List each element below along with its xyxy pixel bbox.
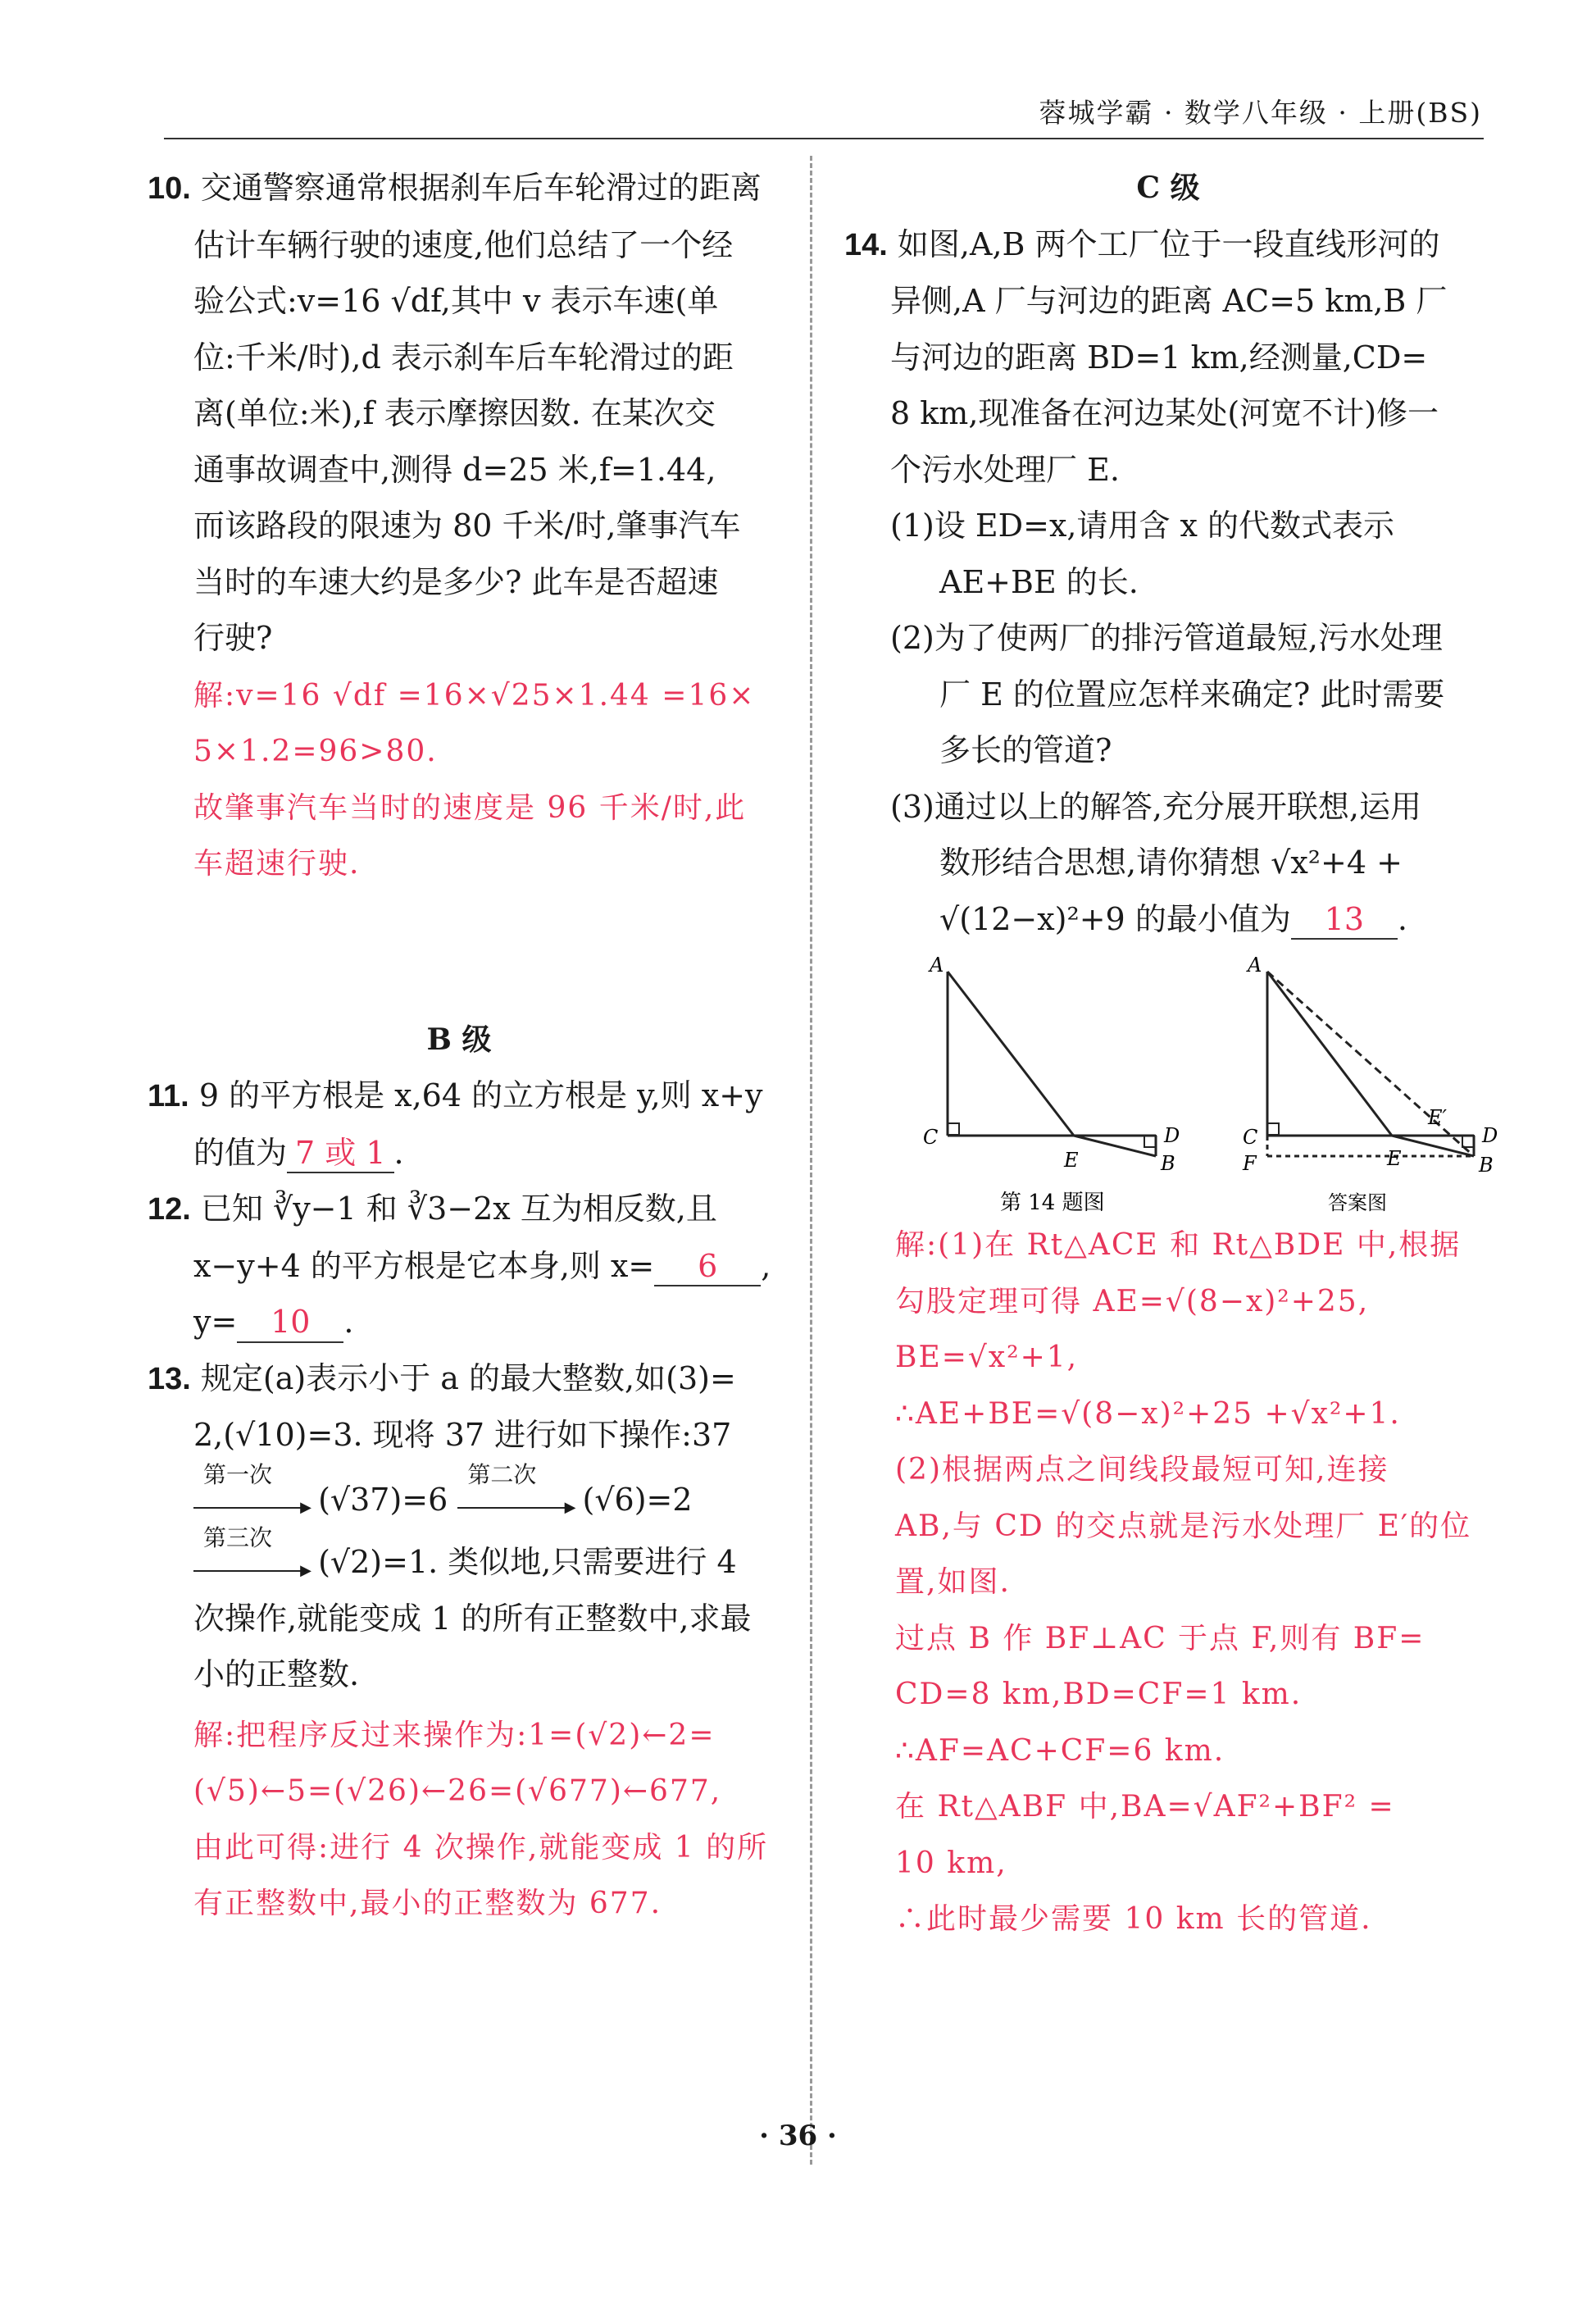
question-11 <box>148 1068 771 1181</box>
question-text: 行驶? <box>193 620 273 656</box>
question-text: 验公式:v=16 √df,其中 v 表示车速(单 <box>193 283 719 319</box>
column-divider <box>810 156 812 2165</box>
answer-10 <box>148 668 771 893</box>
answer-line: 解:把程序反过来操作为:1=(√2)←2= <box>193 1718 716 1752</box>
right-column <box>844 160 1498 1948</box>
question-text: 规定(a)表示小于 a 的最大整数,如(3)= <box>200 1359 736 1396</box>
figure-caption: 答案图 <box>1328 1191 1387 1214</box>
answer-line: 车超速行驶. <box>193 847 361 881</box>
question-text: (3)通过以上的解答,充分展开联想,运用 <box>890 788 1421 825</box>
fig-label-c: C <box>1243 1126 1258 1149</box>
answer-line: ∴此时最少需要 10 km 长的管道. <box>895 1902 1372 1936</box>
answer-blank: 6 <box>654 1248 761 1287</box>
answer-line: 置,如图. <box>895 1565 1011 1599</box>
arrow-label: 第三次 <box>203 1523 273 1551</box>
level-b-heading: B 级 <box>426 1022 492 1057</box>
header-rule <box>164 138 1484 139</box>
question-12 <box>148 1181 771 1350</box>
answer-line: 勾股定理可得 AE=√(8−x)²+25, <box>895 1284 1370 1318</box>
answer-blank: 13 <box>1291 901 1398 940</box>
question-text: 异侧,A 厂与河边的距离 AC=5 km,B 厂 <box>890 283 1448 319</box>
answer-line: 由此可得:进行 4 次操作,就能变成 1 的所 <box>193 1830 769 1865</box>
answer-line: BE=√x²+1, <box>895 1341 1079 1374</box>
running-header: 蓉城学霸 · 数学八年级 · 上册(BS) <box>1039 97 1482 129</box>
question-text: AE+BE 的长. <box>939 563 1139 600</box>
answer-line: 有正整数中,最小的正整数为 677. <box>193 1887 662 1920</box>
question-text: 数形结合思想,请你猜想 √x²+4 + <box>939 845 1403 881</box>
question-text: y= <box>193 1304 238 1340</box>
answer-line: 5×1.2=96>80. <box>193 735 438 768</box>
question-text: 次操作,就能变成 1 的所有正整数中,求最 <box>193 1600 752 1637</box>
question-text: 小的正整数. <box>193 1656 360 1692</box>
question-text: (√37)=6 <box>318 1481 448 1518</box>
question-text: 与河边的距离 BD=1 km,经测量,CD= <box>890 339 1428 376</box>
question-text: x−y+4 的平方根是它本身,则 x= <box>193 1247 655 1284</box>
answer-line: 10 km, <box>895 1846 1007 1880</box>
answer-blank: 10 <box>237 1304 343 1343</box>
level-c-heading: C 级 <box>1136 171 1200 205</box>
question-text: 2,(√10)=3. 现将 37 进行如下操作:37 <box>193 1417 732 1453</box>
operation-arrow: 第二次 ▶ <box>457 1486 572 1519</box>
figure-question-14 <box>893 955 1189 1218</box>
page-number: · 36 · <box>759 2120 837 2152</box>
question-text: 9 的平方根是 x,64 的立方根是 y,则 x+y <box>198 1077 763 1113</box>
question-text: (√2)=1. 类似地,只需要进行 4 <box>318 1544 737 1580</box>
operation-arrow: 第一次 ▶ <box>193 1486 308 1519</box>
fig-label-c: C <box>923 1126 939 1149</box>
question-14 <box>844 216 1498 1948</box>
question-13 <box>148 1350 771 1933</box>
question-text: 8 km,现准备在河边某处(河宽不计)修一 <box>890 395 1439 431</box>
question-text: (1)设 ED=x,请用含 x 的代数式表示 <box>890 508 1395 544</box>
arrow-label: 第一次 <box>203 1461 273 1488</box>
fig-label-b: B <box>1479 1154 1494 1177</box>
answer-line: CD=8 km,BD=CF=1 km. <box>895 1678 1303 1711</box>
question-number: 14. <box>844 227 888 262</box>
fig-label-a: A <box>930 955 944 977</box>
answer-line: (2)根据两点之间线段最短可知,连接 <box>895 1453 1389 1487</box>
question-text: . <box>393 1134 404 1171</box>
answer-line: ∴AE+BE=√(8−x)²+25 +√x²+1. <box>895 1396 1401 1431</box>
question-text: 通事故调查中,测得 d=25 米,f=1.44, <box>193 451 716 488</box>
question-text: 交通警察通常根据刹车后车轮滑过的距离 <box>200 170 762 206</box>
question-number: 11. <box>148 1079 189 1113</box>
answer-line: 故肇事汽车当时的速度是 96 千米/时,此 <box>193 790 747 825</box>
figure-answer <box>1205 955 1500 1218</box>
question-text: √(12−x)²+9 的最小值为 <box>939 900 1291 937</box>
answer-14 <box>844 1218 1492 1948</box>
question-text: . <box>1397 900 1407 937</box>
fig-label-e: E <box>1064 1149 1079 1172</box>
fig-label-e: E <box>1387 1147 1402 1170</box>
question-10 <box>148 160 771 893</box>
answer-13 <box>148 1708 771 1933</box>
answer-line: 解:(1)在 Rt△ACE 和 Rt△BDE 中,根据 <box>895 1228 1462 1262</box>
question-number: 10. <box>148 171 191 206</box>
operation-arrow: 第三次 ▶ <box>193 1549 308 1582</box>
left-column <box>148 160 771 1933</box>
answer-line: 解:v=16 √df =16×√25×1.44 =16× <box>193 678 756 713</box>
answer-line: AB,与 CD 的交点就是污水处理厂 E′的位 <box>895 1509 1472 1543</box>
arrow-label: 第二次 <box>467 1461 537 1488</box>
question-text: 个污水处理厂 E. <box>890 451 1120 488</box>
fig-label-a: A <box>1248 955 1262 977</box>
question-text: 离(单位:米),f 表示摩擦因数. 在某次交 <box>193 395 716 431</box>
answer-blank: 7 或 1 <box>287 1135 394 1174</box>
question-number: 13. <box>148 1361 191 1396</box>
question-text: 的值为 <box>193 1134 288 1171</box>
question-text: 厂 E 的位置应怎样来确定? 此时需要 <box>939 676 1445 713</box>
fig-label-f: F <box>1243 1152 1257 1175</box>
question-text: 已知 ∛y−1 和 ∛3−2x 互为相反数,且 <box>200 1191 717 1227</box>
answer-line: 在 Rt△ABF 中,BA=√AF²+BF² = <box>895 1790 1395 1824</box>
fig-label-b: B <box>1161 1152 1175 1175</box>
question-text: 如图,A,B 两个工厂位于一段直线形河的 <box>897 225 1440 262</box>
question-text: . <box>343 1304 354 1340</box>
question-text: 估计车辆行驶的速度,他们总结了一个经 <box>193 226 734 263</box>
fig-label-e-prime: E′ <box>1428 1106 1447 1129</box>
question-number: 12. <box>148 1192 191 1227</box>
answer-line: (√5)←5=(√26)←26=(√677)←677, <box>193 1774 722 1808</box>
question-text: , <box>761 1247 771 1284</box>
question-text: 多长的管道? <box>939 732 1112 768</box>
question-text: 当时的车速大约是多少? 此车是否超速 <box>193 563 719 600</box>
figures <box>844 955 1498 1218</box>
question-text: 而该路段的限速为 80 千米/时,肇事汽车 <box>193 508 741 544</box>
question-text: 位:千米/时),d 表示刹车后车轮滑过的距 <box>193 339 734 376</box>
question-text: (2)为了使两厂的排污管道最短,污水处理 <box>890 620 1443 656</box>
fig-label-d: D <box>1482 1124 1498 1147</box>
answer-line: 过点 B 作 BF⊥AC 于点 F,则有 BF= <box>895 1621 1425 1655</box>
fig-label-d: D <box>1164 1124 1180 1147</box>
answer-line: ∴AF=AC+CF=6 km. <box>895 1733 1225 1768</box>
question-text: (√6)=2 <box>582 1481 693 1518</box>
figure-caption: 第 14 题图 <box>1000 1191 1105 1215</box>
